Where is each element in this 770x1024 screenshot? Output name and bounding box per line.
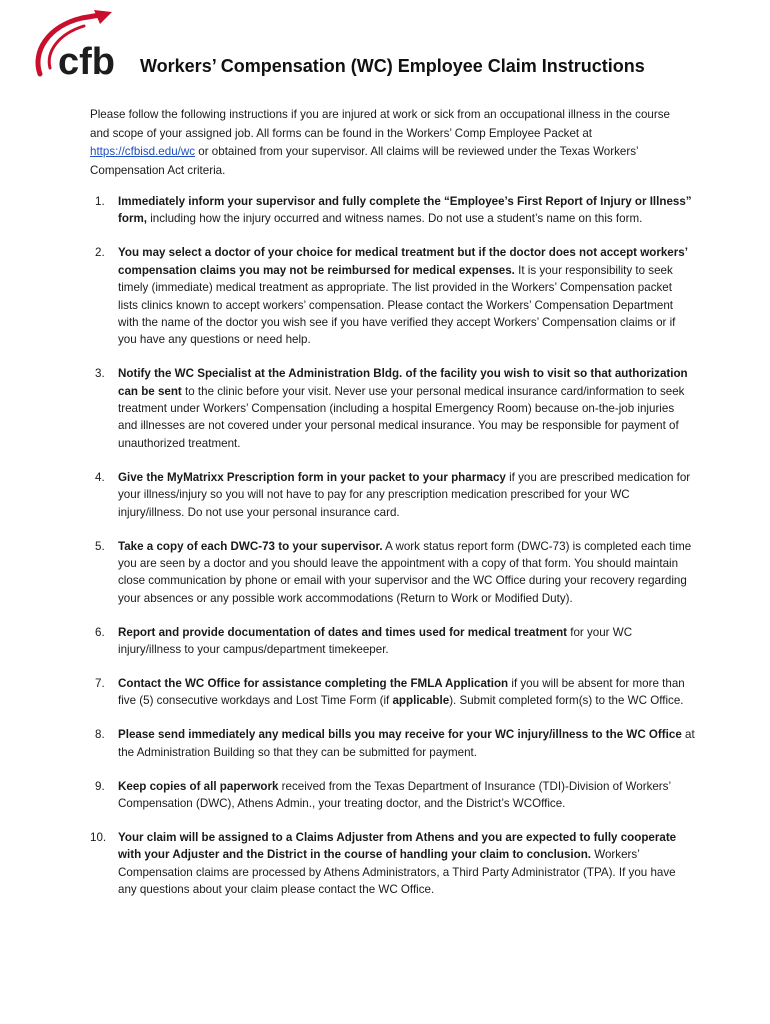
item-number: 7.	[95, 676, 105, 690]
item-number: 6.	[95, 625, 105, 639]
item-text: if you will be absent for more than five (5) consecutive workdays and Lost Time Form (if	[118, 676, 685, 708]
item-bold: Keep copies of all paperwork	[118, 779, 279, 793]
intro-text-after: or obtained from your supervisor. All claims will be reviewed under the Texas Workers’ Compensation Act criteria.	[90, 145, 639, 177]
item-bold: Contact the WC Office for assistance completing the FMLA Application	[118, 676, 509, 690]
item-number: 10.	[90, 830, 107, 844]
item-text-end: ). Submit completed form(s) to the WC Office.	[449, 694, 684, 708]
item-text: including how the injury occurred and witness names. Do not use a student’s name on this form.	[146, 212, 643, 226]
instruction-item	[90, 624, 695, 659]
item-number: 9.	[95, 779, 105, 793]
intro-text-before: Please follow the following instructions if you are injured at work or sick from an occupational illness in the course and scope of your assigned job. All forms can be found in the Workers’ Comp Employee Packet at	[90, 108, 670, 140]
logo-text: cfb	[58, 41, 115, 83]
instruction-list	[90, 193, 695, 915]
instruction-item	[90, 193, 695, 228]
instruction-item	[90, 726, 695, 761]
instruction-item	[90, 469, 695, 521]
instruction-item	[90, 365, 695, 452]
intro-paragraph	[90, 106, 690, 180]
item-text: A work status report form (DWC-73) is completed each time you are seen by a doctor and you should leave the appointment with a copy of that form. You should maintain close communication by phone or email with your supervisor and the WC Office during your recovery regarding your absences or any possible work accommodations (Return to Work or Modified Duty).	[118, 539, 692, 605]
item-text: for your WC injury/illness to your campus/department timekeeper.	[118, 625, 633, 657]
instruction-item	[90, 675, 695, 710]
item-number: 5.	[95, 539, 105, 553]
item-bold: Immediately inform your supervisor and fully complete the “Employee’s First Report of Injury or Illness” form,	[118, 195, 692, 226]
item-text: to the clinic before your visit. Never use your personal medical insurance card/information to seek treatment under Workers’ Compensation (including a hospital Emergency Room) because on-the-job injuries and illnesses are not covered under your personal medical insurance. You may be responsible for payment of unauthorized treatment.	[118, 384, 685, 450]
item-text: received from the Texas Department of Insurance (TDI)-Division of Workers’ Compensation (DWC), Athens Admin., your treating doctor, and the District’s WCOffice.	[118, 779, 671, 810]
item-number: 1.	[95, 195, 105, 208]
packet-link[interactable]: https://cfbisd.edu/wc	[90, 145, 196, 159]
instruction-item	[90, 778, 695, 813]
page-title: Workers’ Compensation (WC) Employee Claim Instructions	[140, 56, 645, 76]
item-bold: Take a copy of each DWC-73 to your supervisor.	[118, 539, 383, 553]
cfb-logo	[30, 8, 130, 84]
item-text: Workers’ Compensation claims are processed by Athens Administrators, a Third Party Administrator (TPA). If you have any questions about your claim please contact the WC Office.	[118, 848, 676, 897]
item-bold: Report and provide documentation of dates and times used for medical treatment	[118, 625, 568, 639]
item-number: 8.	[95, 728, 105, 742]
item-bold: Notify the WC Specialist at the Administration Bldg. of the facility you wish to visit so that authorization can be sent	[118, 367, 688, 398]
item-number: 3.	[95, 367, 105, 381]
item-text: It is your responsibility to seek timely (immediate) medical treatment as appropriate. The list provided in the Workers’ Compensation packet lists clinics known to accept workers’ compensation. Please contact the Workers’ Compensation Department with the name of the doctor you wish see if you have verified they accept Workers’ Compensation claims or if you have any questions or need help.	[118, 263, 676, 347]
item-text: at the Administration Building so that they can be submitted for payment.	[118, 728, 695, 759]
item-number: 2.	[95, 246, 105, 260]
instruction-item	[90, 538, 695, 608]
item-text: if you are prescribed medication for your illness/injury so you will not have to pay for any prescription medication prescribed for your WC injury/illness. Do not use your personal insurance card.	[118, 470, 691, 519]
item-number: 4.	[95, 470, 105, 484]
item-bold: Please send immediately any medical bills you may receive for your WC injury/illness to the WC Office	[118, 728, 682, 742]
item-bold-inline: applicable	[392, 694, 450, 708]
item-bold: Your claim will be assigned to a Claims Adjuster from Athens and you are expected to fully cooperate with your Adjuster and the District in the course of handling your claim to conclusion.	[118, 830, 677, 862]
instruction-item	[90, 829, 695, 899]
item-bold: You may select a doctor of your choice for medical treatment but if the doctor does not accept workers’ compensation claims you may not be reimbursed for medical expenses.	[118, 246, 688, 277]
instruction-item	[90, 244, 695, 348]
item-bold: Give the MyMatrixx Prescription form in your packet to your pharmacy	[118, 470, 506, 484]
